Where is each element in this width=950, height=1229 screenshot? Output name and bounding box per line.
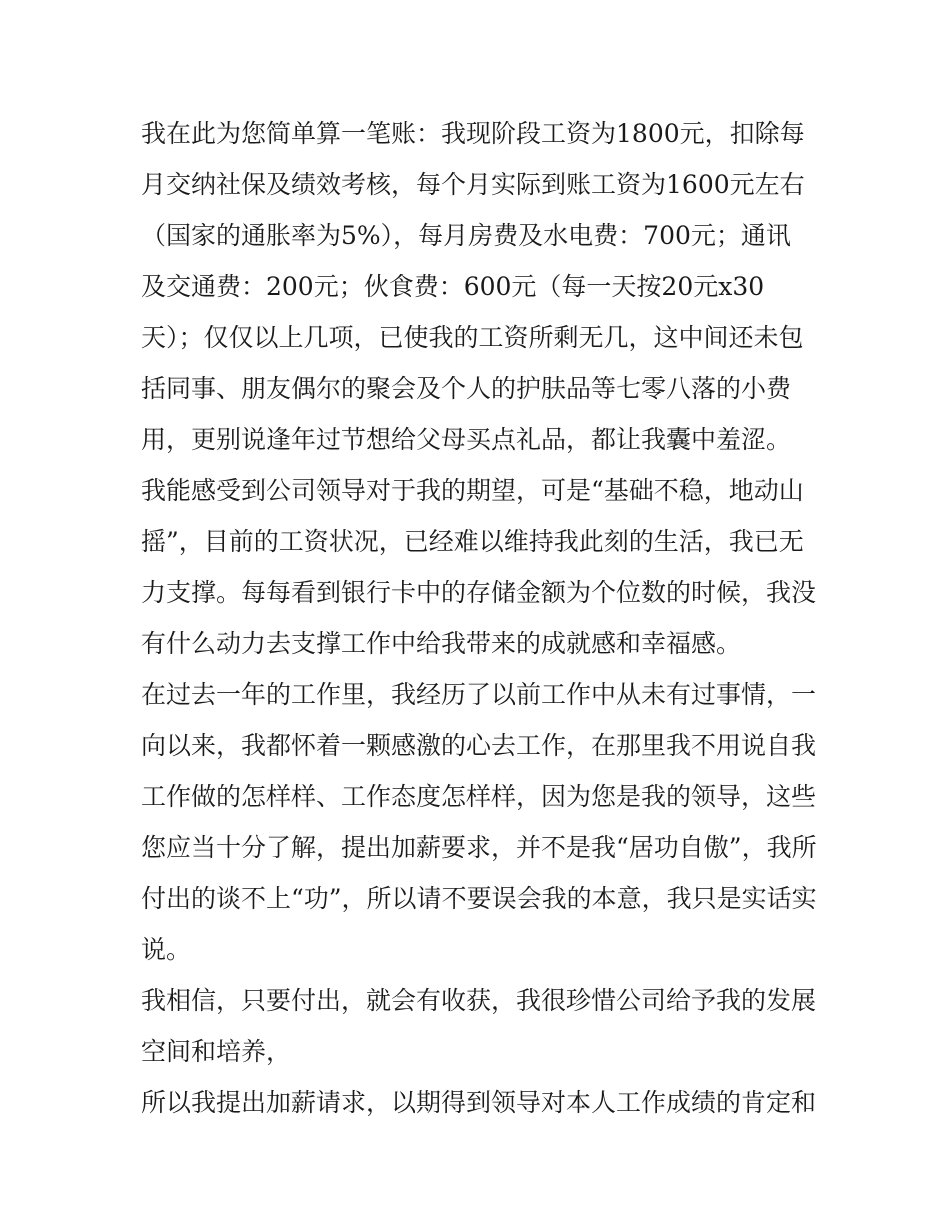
text-line: 摇”，目前的工资状况，已经难以维持我此刻的生活，我已无 [141,527,804,556]
text-line: 有什么动力去支撑工作中给我带来的成就感和幸福感。 [141,629,742,658]
text-line: 我相信，只要付出，就会有收获，我很珍惜公司给予我的发展 [141,986,817,1015]
text-line: 所以我提出加薪请求，以期得到领导对本人工作成绩的肯定和 [141,1088,817,1117]
text-line: 空间和培养， [141,1037,292,1066]
text-line: （国家的通胀率为5%），每月房费及水电费：700元；通讯 [141,221,791,250]
text-line: 工作做的怎样样、工作态度怎样样，因为您是我的领导，这些 [141,782,817,811]
text-line: 付出的谈不上“功”，所以请不要误会我的本意，我只是实话实 [141,884,817,913]
text-line: 我在此为您简单算一笔账：我现阶段工资为1800元，扣除每 [141,119,805,148]
text-line: 在过去一年的工作里，我经历了以前工作中从未有过事情，一 [141,680,817,709]
text-line: 说。 [141,935,192,964]
text-line: 您应当十分了解，提出加薪要求，并不是我“居功自傲”，我所 [141,833,817,862]
text-line: 天）；仅仅以上几项，已使我的工资所剩无几，这中间还未包 [141,323,804,352]
text-line: 及交通费：200元；伙食费：600元（每一天按20元x30 [141,272,765,301]
text-line: 括同事、朋友偶尔的聚会及个人的护肤品等七零八落的小费 [141,374,792,403]
text-line: 力支撑。每每看到银行卡中的存储金额为个位数的时候，我没 [141,578,817,607]
text-line: 我能感受到公司领导对于我的期望，可是“基础不稳，地动山 [141,476,804,505]
text-line: 向以来，我都怀着一颗感激的心去工作，在那里我不用说自我 [141,731,817,760]
text-line: 用，更别说逢年过节想给父母买点礼品，都让我囊中羞涩。 [141,425,792,454]
text-line: 月交纳社保及绩效考核，每个月实际到账工资为1600元左右 [141,170,805,199]
document-body [141,108,821,1128]
